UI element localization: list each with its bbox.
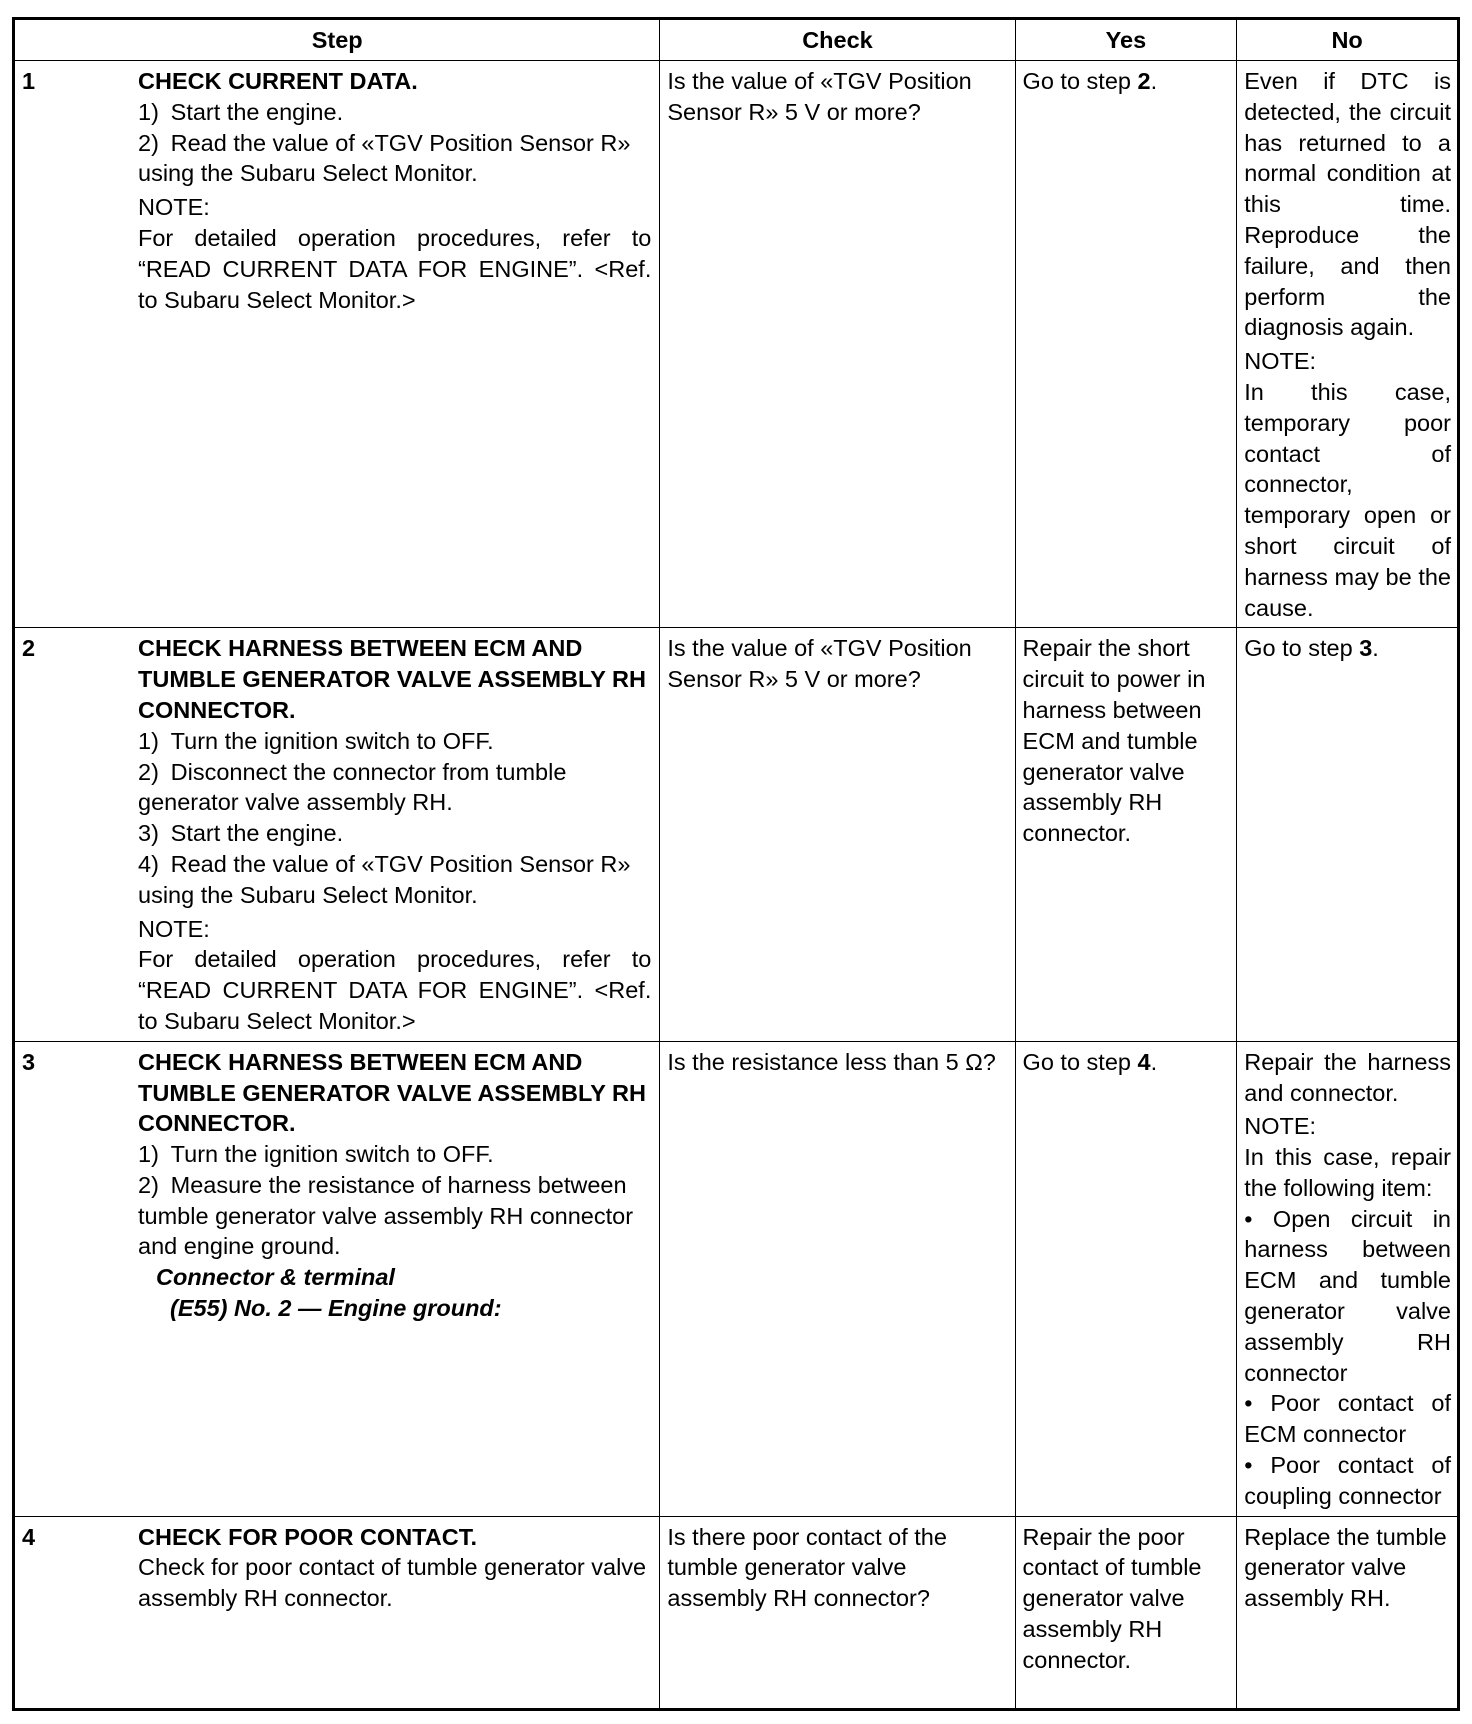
no-step: 3	[1359, 635, 1373, 662]
check-cell: Is the value of «TGV Position Sensor R» 5 V or more?	[660, 628, 1015, 1041]
step-cell	[14, 1516, 660, 1709]
header-step: Step	[14, 19, 660, 61]
note-label: NOTE:	[138, 915, 210, 942]
yes-cell: Repair the short circuit to power in harness between ECM and tumble generator valve assembly RH connector.	[1015, 628, 1237, 1041]
yes-cell: Repair the poor contact of tumble generator valve assembly RH connector.	[1015, 1516, 1237, 1709]
no-cell	[1237, 61, 1459, 628]
no-note-label: NOTE:	[1244, 1113, 1317, 1140]
step-title: CHECK HARNESS BETWEEN ECM AND TUMBLE GENERATOR VALVE ASSEMBLY RH CONNECTOR.	[138, 1048, 646, 1137]
step-line: 2) Disconnect the connector from tumble generator valve assembly RH.	[138, 758, 567, 816]
note-text: For detailed operation procedures, refer to “READ CURRENT DATA FOR ENGINE”. <Ref. to Subaru Select Monitor.>	[138, 946, 652, 1034]
step-cell	[14, 61, 660, 628]
yes-prefix: Go to step	[1022, 1048, 1138, 1075]
no-list-item: • Poor contact of coupling connector	[1244, 1452, 1451, 1509]
step-number: 4	[22, 1523, 36, 1550]
step-number: 3	[22, 1048, 36, 1075]
yes-step: 4	[1137, 1048, 1151, 1075]
no-cell	[1237, 628, 1459, 1041]
step-line: 3) Start the engine.	[138, 820, 344, 847]
connector-label: Connector & terminal	[156, 1264, 395, 1291]
step-title: CHECK FOR POOR CONTACT.	[138, 1523, 478, 1550]
yes-suffix: .	[1150, 68, 1158, 94]
header-check: Check	[660, 19, 1015, 61]
step-line: 1) Start the engine.	[138, 98, 344, 125]
step-line: 2) Measure the resistance of harness between tumble generator valve assembly RH connector and engine ground.	[138, 1171, 634, 1260]
no-prefix: Go to step	[1244, 635, 1360, 662]
yes-step: 2	[1137, 68, 1151, 94]
step-number: 2	[22, 635, 36, 662]
step-line: 2) Read the value of «TGV Position Sensor R» using the Subaru Select Monitor.	[138, 129, 631, 187]
yes-prefix: Go to step	[1022, 68, 1138, 94]
no-note-label: NOTE:	[1244, 348, 1317, 375]
step-cell	[14, 1041, 660, 1516]
step-line: 4) Read the value of «TGV Position Sensor R» using the Subaru Select Monitor.	[138, 850, 631, 908]
step-line: 1) Turn the ignition switch to OFF.	[138, 727, 494, 754]
table-row	[14, 628, 1459, 1041]
no-suffix: .	[1372, 635, 1379, 662]
table-row	[14, 1516, 1459, 1709]
step-title: CHECK HARNESS BETWEEN ECM AND TUMBLE GENERATOR VALVE ASSEMBLY RH CONNECTOR.	[138, 635, 646, 723]
step-number: 1	[22, 68, 36, 94]
step-line: 1) Turn the ignition switch to OFF.	[138, 1141, 494, 1168]
check-cell: Is the resistance less than 5 Ω?	[660, 1041, 1015, 1516]
table-row	[14, 61, 1459, 628]
no-cell	[1237, 1041, 1459, 1516]
header-yes: Yes	[1015, 19, 1237, 61]
no-text: Repair the harness and connector.	[1244, 1048, 1451, 1106]
no-list-item: • Poor contact of ECM connector	[1244, 1390, 1451, 1448]
table-row	[14, 1041, 1459, 1516]
check-cell: Is there poor contact of the tumble generator valve assembly RH connector?	[660, 1516, 1015, 1709]
step-text: Check for poor contact of tumble generator valve assembly RH connector.	[138, 1554, 647, 1612]
no-cell: Replace the tumble generator valve assembly RH.	[1237, 1516, 1459, 1709]
diagnosis-table	[12, 17, 1460, 1711]
check-cell: Is the value of «TGV Position Sensor R» 5 V or more?	[660, 61, 1015, 628]
no-note-text: In this case, temporary poor contact of connector, temporary open or short circuit of harness may be the cause.	[1244, 378, 1451, 621]
yes-suffix: .	[1150, 1048, 1158, 1075]
note-text: For detailed operation procedures, refer to “READ CURRENT DATA FOR ENGINE”. <Ref. to Subaru Select Monitor.>	[138, 224, 652, 313]
no-text: Even if DTC is detected, the circuit has returned to a normal condition at this time. Reproduce the failure, and then perform the diagnosis again.	[1244, 68, 1451, 341]
no-note-text: In this case, repair the following item:	[1244, 1144, 1451, 1201]
step-cell	[14, 628, 660, 1041]
no-list-item: • Open circuit in harness between ECM and tumble generator valve assembly RH connector	[1244, 1205, 1451, 1386]
header-no: No	[1237, 19, 1459, 61]
note-label: NOTE:	[138, 194, 210, 221]
header-row	[14, 19, 1459, 61]
connector-value: (E55) No. 2 — Engine ground:	[170, 1295, 502, 1322]
yes-cell	[1015, 61, 1237, 628]
step-title: CHECK CURRENT DATA.	[138, 68, 418, 94]
yes-cell	[1015, 1041, 1237, 1516]
